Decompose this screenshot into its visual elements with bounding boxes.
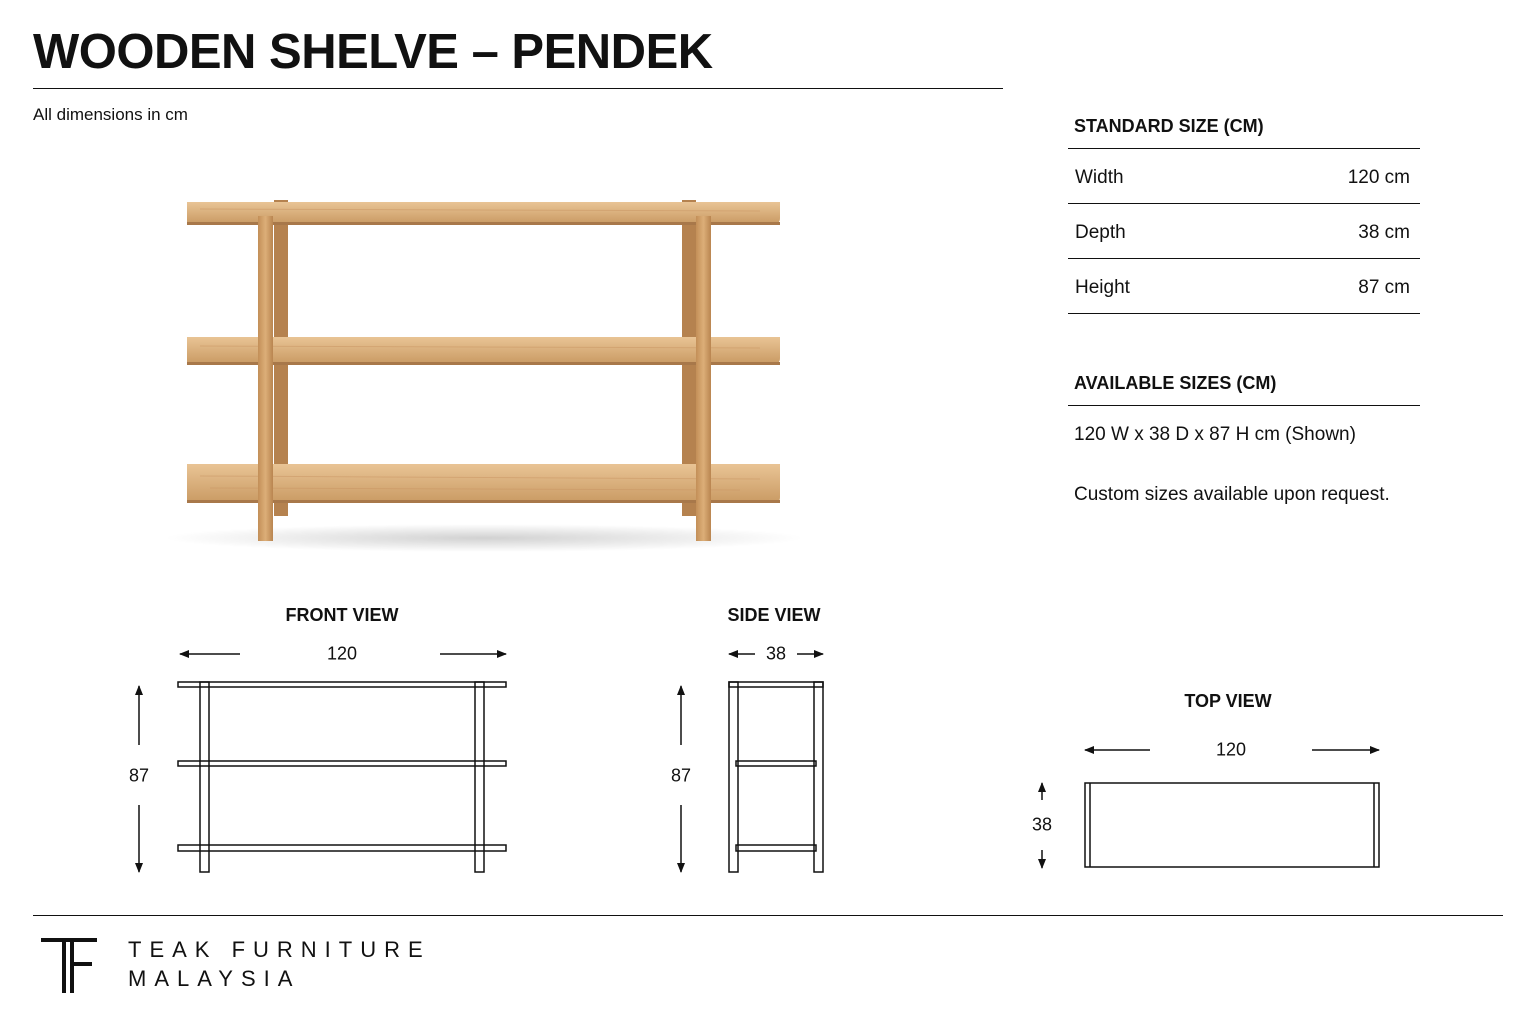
table-rule xyxy=(1068,313,1420,314)
height-value: 87 cm xyxy=(1358,277,1410,298)
front-right-post xyxy=(696,216,711,541)
depth-label: Depth xyxy=(1075,222,1126,243)
front-view-drawing xyxy=(139,654,506,872)
footer-divider xyxy=(33,915,1503,916)
top-depth-label: 38 xyxy=(1032,812,1052,839)
table-rule xyxy=(1068,203,1420,204)
side-view-drawing xyxy=(681,654,823,872)
width-label: Width xyxy=(1075,167,1124,188)
side-height-label: 87 xyxy=(671,763,691,790)
table-rule xyxy=(1068,405,1420,406)
side-view-title: SIDE VIEW xyxy=(727,605,821,625)
units-note: All dimensions in cm xyxy=(33,105,188,124)
front-left-post xyxy=(258,216,273,541)
middle-shelf xyxy=(187,337,780,364)
custom-sizes-note: Custom sizes available upon request. xyxy=(1074,484,1390,505)
top-view-title: TOP VIEW xyxy=(1184,691,1272,711)
depth-value: 38 cm xyxy=(1358,222,1410,243)
height-label: Height xyxy=(1075,277,1130,298)
front-view-title: FRONT VIEW xyxy=(285,605,399,625)
side-depth-label: 38 xyxy=(760,644,792,665)
standard-size-heading: STANDARD SIZE (CM) xyxy=(1074,116,1264,136)
top-view-drawing xyxy=(1042,750,1379,868)
bottom-shelf xyxy=(187,464,780,503)
available-sizes-heading: AVAILABLE SIZES (CM) xyxy=(1074,373,1277,393)
table-rule xyxy=(1068,258,1420,259)
front-height-label: 87 xyxy=(129,763,149,790)
brand-name-line1: TEAK FURNITURE xyxy=(128,937,431,962)
front-width-label: 120 xyxy=(321,644,363,665)
brand-name-line2: MALAYSIA xyxy=(128,966,301,991)
table-rule xyxy=(1068,148,1420,149)
title-divider xyxy=(33,88,1003,89)
width-value: 120 cm xyxy=(1347,167,1410,188)
top-width-label: 120 xyxy=(1210,740,1252,761)
page-title: WOODEN SHELVE – PENDEK xyxy=(33,25,713,79)
top-shelf xyxy=(187,202,780,224)
available-size-line: 120 W x 38 D x 87 H cm (Shown) xyxy=(1074,424,1356,445)
